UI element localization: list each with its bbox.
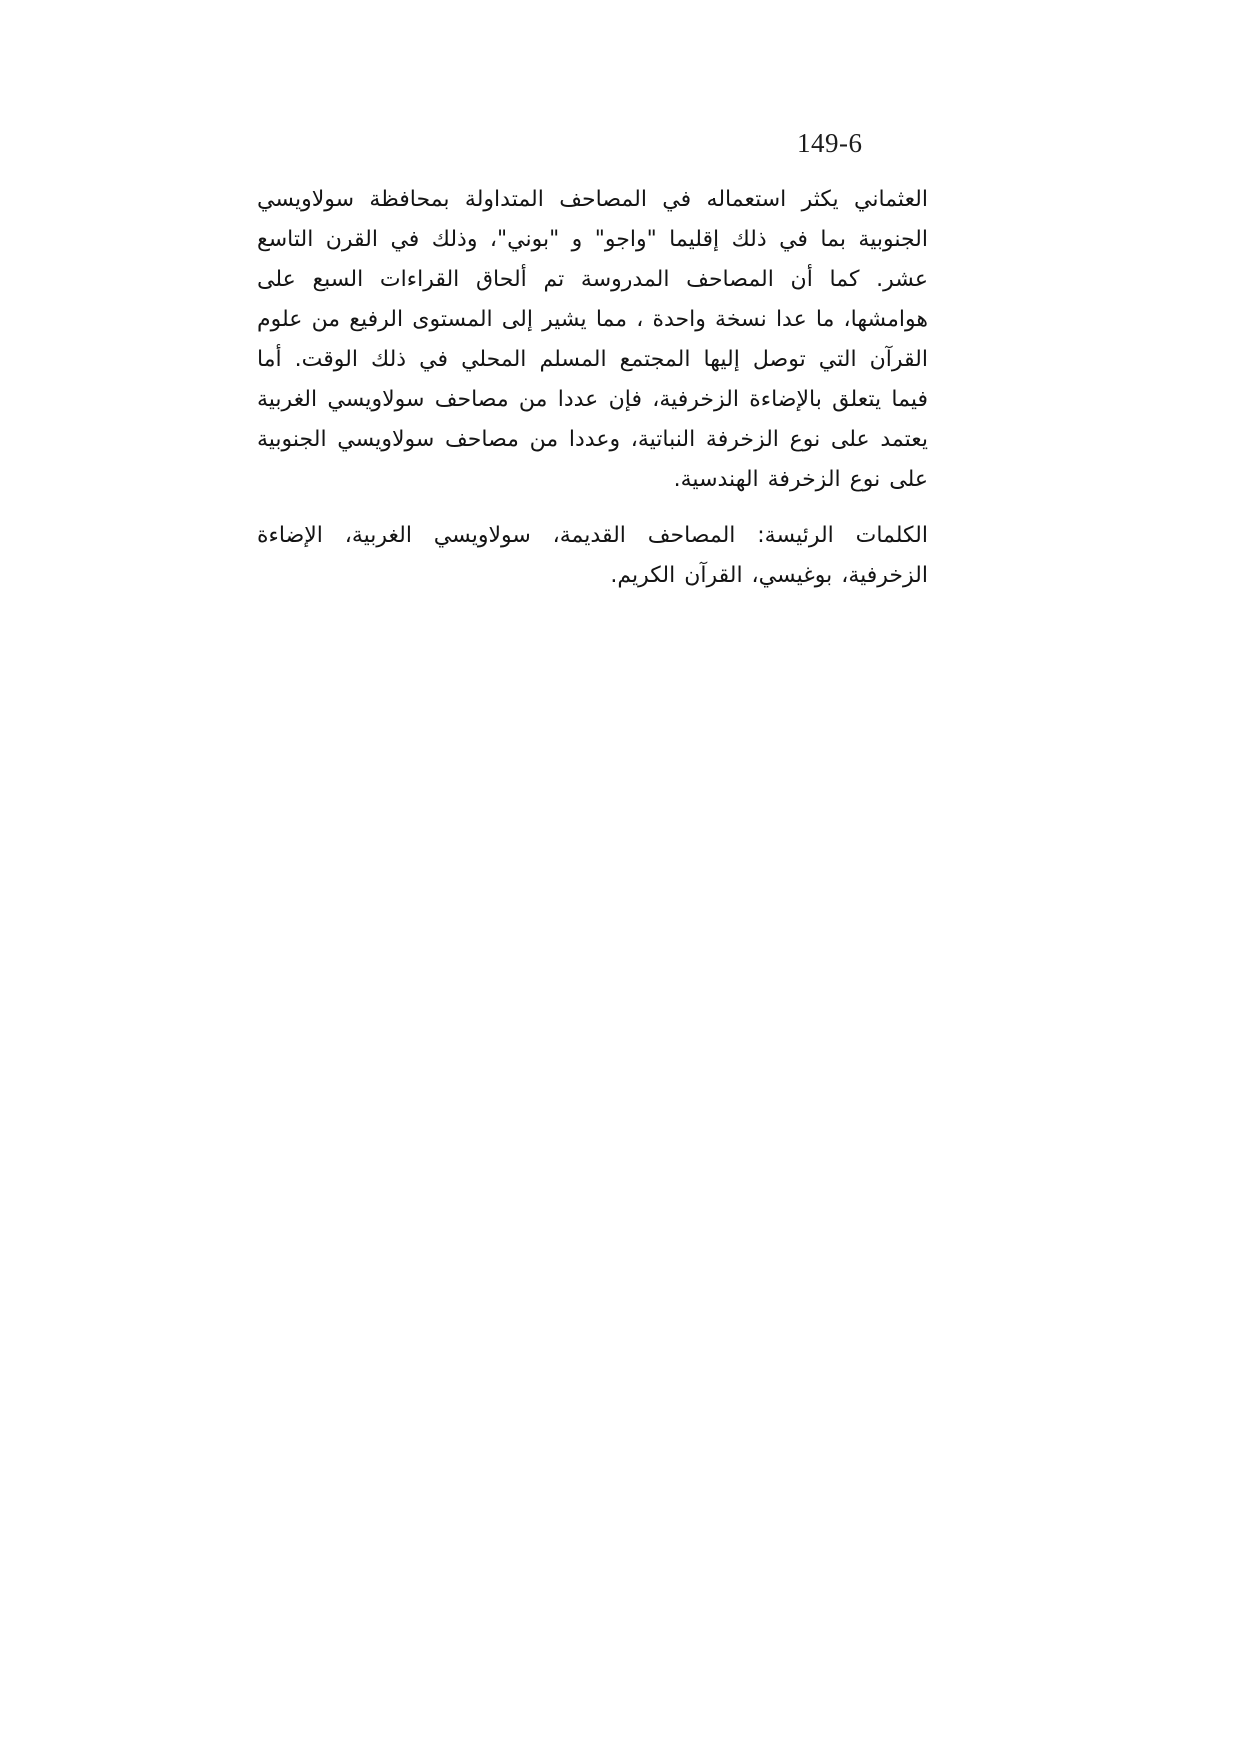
abstract-text-block: [257, 180, 928, 596]
page-number: 149-6: [797, 128, 863, 158]
keywords-paragraph: الكلمات الرئيسة: المصاحف القديمة، سولاويسي الغربية، الإضاءة الزخرفية، بوغيسي، القرآن الكريم.: [257, 523, 928, 588]
abstract-paragraph: العثماني يكثر استعماله في المصاحف المتداولة بمحافظة سولاويسي الجنوبية بما في ذلك إقليما "واجو" و "بوني"، وذلك في القرن التاسع عشر. كما أن المصاحف المدروسة تم ألحاق القراءات السبع على هوامشها، ما عدا نسخة واحدة ، مما يشير إلى المستوى الرفيع من علوم القرآن التي توصل إليها المجتمع المسلم المحلي في ذلك الوقت. أما فيما يتعلق بالإضاءة الزخرفية، فإن عددا من مصاحف سولاويسي الغربية يعتمد على نوع الزخرفة النباتية، وعددا من مصاحف سولاويسي الجنوبية على نوع الزخرفة الهندسية.: [257, 187, 928, 492]
